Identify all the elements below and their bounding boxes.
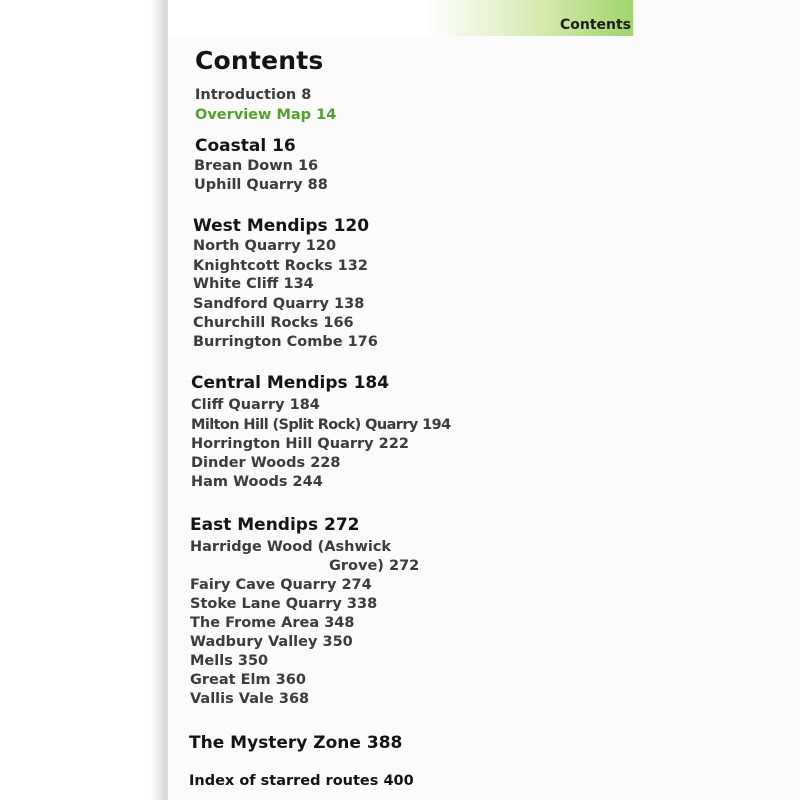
toc-entry-overview-map[interactable]: Overview Map 14 (195, 107, 337, 123)
toc-entry[interactable]: Knightcott Rocks 132 (193, 258, 368, 274)
toc-entry[interactable]: Churchill Rocks 166 (193, 315, 354, 331)
toc-entry[interactable]: White Cliff 134 (193, 276, 314, 292)
toc-entry[interactable]: Brean Down 16 (194, 158, 319, 174)
contents-heading: Contents (195, 46, 324, 75)
toc-entry[interactable]: The Frome Area 348 (190, 615, 355, 631)
toc-entry[interactable]: Wadbury Valley 350 (190, 634, 353, 650)
toc-entry[interactable]: Harridge Wood (Ashwick (190, 539, 392, 555)
toc-index-starred-routes[interactable]: Index of starred routes 400 (189, 773, 414, 789)
toc-entry[interactable]: Ham Woods 244 (191, 474, 323, 490)
toc-entry[interactable]: Sandford Quarry 138 (193, 296, 365, 312)
running-header-label: Contents (559, 17, 631, 33)
toc-entry[interactable]: Uphill Quarry 88 (194, 177, 328, 193)
toc-entry[interactable]: Mells 350 (190, 653, 269, 669)
toc-entry[interactable]: Burrington Combe 176 (193, 334, 378, 350)
toc-entry[interactable]: Fairy Cave Quarry 274 (190, 577, 372, 593)
toc-entry[interactable]: Cliff Quarry 184 (191, 397, 320, 413)
running-header-bar (168, 0, 633, 36)
toc-section-mystery-zone[interactable]: The Mystery Zone 388 (189, 733, 403, 753)
toc-entry-introduction[interactable]: Introduction 8 (195, 87, 312, 103)
toc-entry[interactable]: Horrington Hill Quarry 222 (191, 436, 409, 452)
toc-entry[interactable]: Great Elm 360 (190, 672, 306, 688)
toc-section-west-mendips[interactable]: West Mendips 120 (193, 216, 370, 236)
toc-section-east-mendips[interactable]: East Mendips 272 (190, 515, 360, 535)
toc-section-coastal[interactable]: Coastal 16 (195, 136, 296, 156)
toc-entry-continuation[interactable]: Grove) 272 (329, 558, 420, 574)
toc-entry[interactable]: Stoke Lane Quarry 338 (190, 596, 378, 612)
toc-section-central-mendips[interactable]: Central Mendips 184 (191, 373, 390, 393)
page-gutter-shadow (0, 0, 170, 800)
toc-entry[interactable]: Vallis Vale 368 (190, 691, 310, 707)
toc-entry[interactable]: North Quarry 120 (193, 238, 337, 254)
toc-entry[interactable]: Milton Hill (Split Rock) Quarry 194 (191, 417, 451, 433)
toc-entry[interactable]: Dinder Woods 228 (191, 455, 341, 471)
